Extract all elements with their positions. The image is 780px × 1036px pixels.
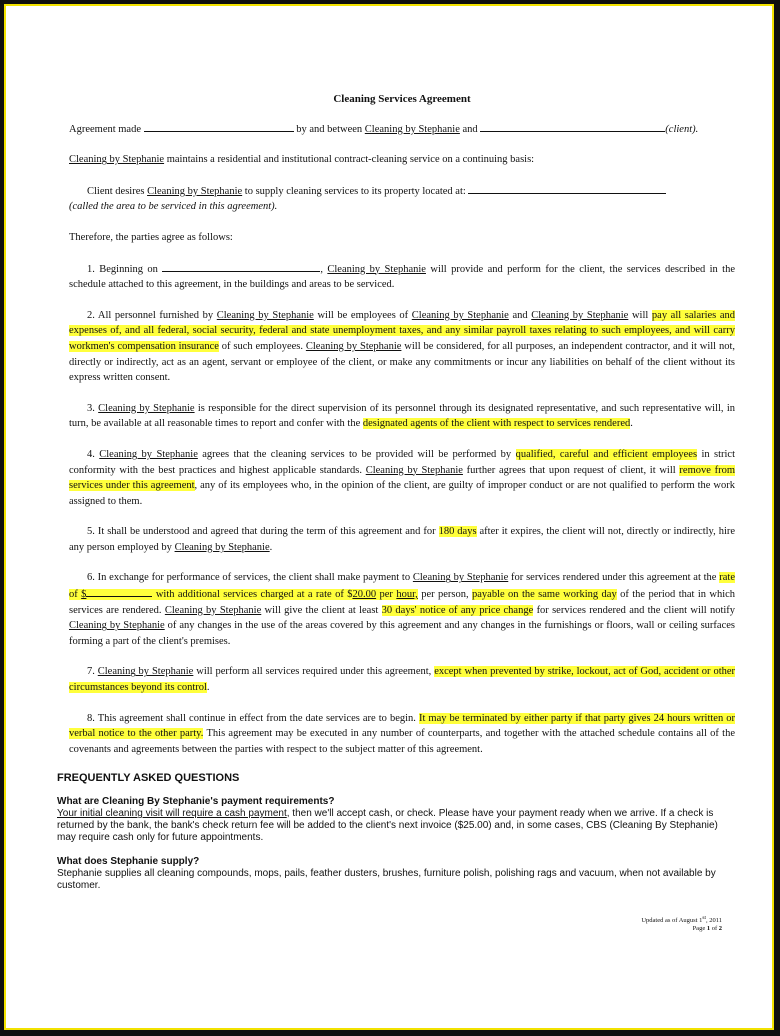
therefore-paragraph: Therefore, the parties agree as follows: [69, 231, 233, 243]
faq-answer-payment [57, 808, 737, 844]
clause-text: will perform all services required under this agreement, [196, 666, 432, 678]
highlighted-text: except when prevented by strike, lockout, act of God, accident or other circumstances beyond its control [69, 666, 736, 694]
clause-3 [69, 401, 735, 432]
clause-8 [69, 711, 735, 758]
clause-text: 8. This agreement shall continue in effect from the date services are to begin. [87, 712, 416, 724]
company-name: Cleaning by Stephanie [305, 340, 402, 352]
highlighted-text: 180 days [438, 526, 477, 538]
clause-text: is responsible for the direct supervision of its personnel through its designated representative, and such representative will, in turn, be available at all reasonable times to report and confer with the [69, 402, 735, 430]
faq-section [57, 772, 737, 904]
clause-4 [69, 447, 735, 509]
faq-answer-text: , then we'll accept cash, or check. Please have your payment ready when we arrive. If a check is returned by the bank, the bank's check return fee will be added to the client's next invoice ($25.00) and, in some cases, CBS (Cleaning By Stephanie) may require cash only for future appointments. [57, 808, 718, 843]
company-name: Cleaning by Stephanie [97, 666, 194, 678]
clause-text: 6. In exchange for performance of services, the client shall make payment to [87, 572, 411, 584]
clause-text: of any changes in the use of the areas covered by this agreement and any changes in the furnishings or floors, wall or ceiling surfaces forming a part of the client's premises. [69, 620, 735, 647]
service-text: maintains a residential and institutional contract-cleaning service on a continuing basis: [166, 154, 535, 166]
start-date-blank [162, 261, 320, 272]
clause-text: . [630, 418, 633, 430]
highlighted-text: hour, [396, 589, 418, 601]
clause-text: 7. [87, 666, 95, 678]
highlighted-text: remove from services under this agreement [69, 464, 736, 492]
clause-text: 5. It shall be understood and agreed that during the term of this agreement and for [87, 526, 436, 538]
clause-text: and [512, 309, 528, 321]
page-footer [641, 914, 722, 933]
intro-and-text: and [462, 123, 478, 135]
client-desires-text: to supply cleaning services to its property located at: [244, 185, 466, 197]
client-desires-paragraph [69, 183, 735, 215]
intro-paragraph [69, 121, 735, 138]
property-address-blank [468, 183, 666, 194]
clause-text: 1. Beginning on [87, 263, 158, 275]
clause-2 [69, 308, 735, 386]
highlighted-text: designated agents of the client with respect to services rendered [362, 418, 631, 430]
clause-text: . [206, 682, 210, 694]
clause-text: will be employees of [317, 309, 409, 321]
page-current: 1 [706, 925, 711, 933]
company-name: Cleaning by Stephanie [365, 464, 463, 476]
clause-6 [69, 570, 735, 649]
intro-made-text: Agreement made [69, 123, 142, 135]
faq-question-supply: What does Stephanie supply? [57, 856, 200, 867]
company-name: Cleaning by Stephanie [174, 541, 270, 553]
updated-date [641, 914, 722, 925]
clause-text: 3. [87, 402, 95, 414]
clause-text: will give the client at least [264, 604, 379, 616]
client-desires-prefix: Client desires [87, 185, 145, 197]
page-label: Page [692, 925, 706, 933]
faq-question-payment: What are Cleaning By Stephanie's payment requirements? [57, 796, 335, 807]
clause-text: . [269, 541, 273, 553]
clause-text: per person, [421, 589, 469, 601]
faq-answer-supply: Stephanie supplies all cleaning compounds, mops, pails, feather dusters, brushes, furniture polish, polishing rags and vacuum, when not available by customer. [57, 868, 716, 891]
clause-1: 1. Beginning on , Cleaning by Stephanie will provide and perform for the client, the services described in the schedule attached to this agreement, in the buildings and areas to be serviced. [69, 261, 735, 293]
faq-answer-underlined: Your initial cleaning visit will require a cash payment [57, 808, 287, 819]
clause-text: , any of its employees who, in the opinion of the client, are guilty of improper conduct or are not qualified to perform the work assigned to them. [69, 480, 735, 507]
faq-heading: FREQUENTLY ASKED QUESTIONS [57, 772, 240, 784]
company-name: Cleaning by Stephanie [364, 123, 460, 135]
date-blank [144, 121, 294, 132]
highlighted-text: 30 days' notice of any price change [381, 604, 534, 616]
company-name: Cleaning by Stephanie [531, 309, 629, 321]
highlighted-text: rate of [69, 572, 736, 601]
area-note: (called the area to be serviced in this agreement). [69, 201, 278, 213]
highlighted-text: with additional services charged at a rate of $ [155, 589, 353, 601]
clause-text: This agreement may be executed in any number of counterparts, and together with the attached schedule contains all of the covenants and agreements between the parties with respect to the subject matter of this agreement. [69, 728, 735, 755]
client-label: (client). [665, 123, 699, 135]
hourly-amount: 20.00 [352, 589, 377, 601]
rate-blank [86, 586, 152, 597]
clause-text: in strict conformity with the best practices and highest applicable standards. [69, 448, 736, 476]
company-name: Cleaning by Stephanie [412, 572, 509, 584]
rate-dollar: $ [81, 589, 87, 601]
clause-text: will be considered, for all purposes, an independent contractor, and it will not, directly or indirectly, act as an agent, servant or employee of the client, or make any commitments or incur any liabilities on behalf of the client without its express written consent. [69, 340, 735, 384]
clause-text: 4. [87, 448, 95, 460]
company-name: Cleaning by Stephanie [164, 604, 262, 616]
clause-text: will provide and perform for the client, the services described in the schedule attached to this agreement, in the buildings and areas to be serviced. [69, 263, 736, 291]
highlighted-text: qualified, careful and efficient employees [515, 448, 698, 460]
company-name: Cleaning by Stephanie [411, 309, 509, 321]
document-title: Cleaning Services Agreement [333, 93, 471, 105]
highlighted-text: payable on the same working day [472, 589, 617, 601]
highlighted-text: per [379, 589, 393, 601]
page-of: of [711, 925, 718, 933]
company-name: Cleaning by Stephanie [69, 154, 165, 166]
clause-text: agrees that the cleaning services to be provided will be performed by [202, 448, 512, 460]
updated-year: , 2011 [705, 917, 722, 925]
clause-text: further agrees that upon request of client, it will [466, 464, 676, 476]
clause-text: of such employees. [221, 340, 304, 352]
clause-text: of the period that in which services are rendered. [69, 589, 736, 616]
company-name: Cleaning by Stephanie [98, 402, 195, 414]
clause-7 [69, 664, 735, 695]
page-number [641, 925, 722, 933]
company-name: Cleaning by Stephanie [327, 263, 426, 275]
clause-text: for services rendered and the client will notify [536, 604, 736, 616]
company-name: Cleaning by Stephanie [99, 448, 198, 460]
highlighted-text: pay all salaries and expenses of, and all federal, social security, federal and state unemployment taxes, and any similar payroll taxes relating to such employees, and will carry workmen's compensation insurance [69, 309, 736, 352]
clause-text: for services rendered under this agreement at the [511, 572, 717, 584]
service-paragraph [69, 152, 735, 168]
document-page [4, 4, 774, 1030]
highlighted-text: It may be terminated by either party if that party gives 24 hours written or verbal notice to the other party. [69, 712, 736, 740]
clause-5 [69, 524, 735, 555]
clause-text: 2. All personnel furnished by [87, 309, 214, 321]
updated-text: Updated as of August 1 [641, 917, 703, 925]
client-name-blank [480, 121, 665, 132]
intro-between-text: by and between [296, 123, 363, 135]
agreement-body [69, 92, 735, 772]
company-name: Cleaning by Stephanie [147, 185, 243, 197]
company-name: Cleaning by Stephanie [69, 620, 165, 632]
clause-text: will [631, 309, 649, 321]
page-total: 2 [718, 925, 722, 933]
company-name: Cleaning by Stephanie [216, 309, 314, 321]
updated-sup: st [702, 915, 706, 921]
clause-text: after it expires, the client will not, directly or indirectly, hire any person employed by [69, 526, 736, 553]
